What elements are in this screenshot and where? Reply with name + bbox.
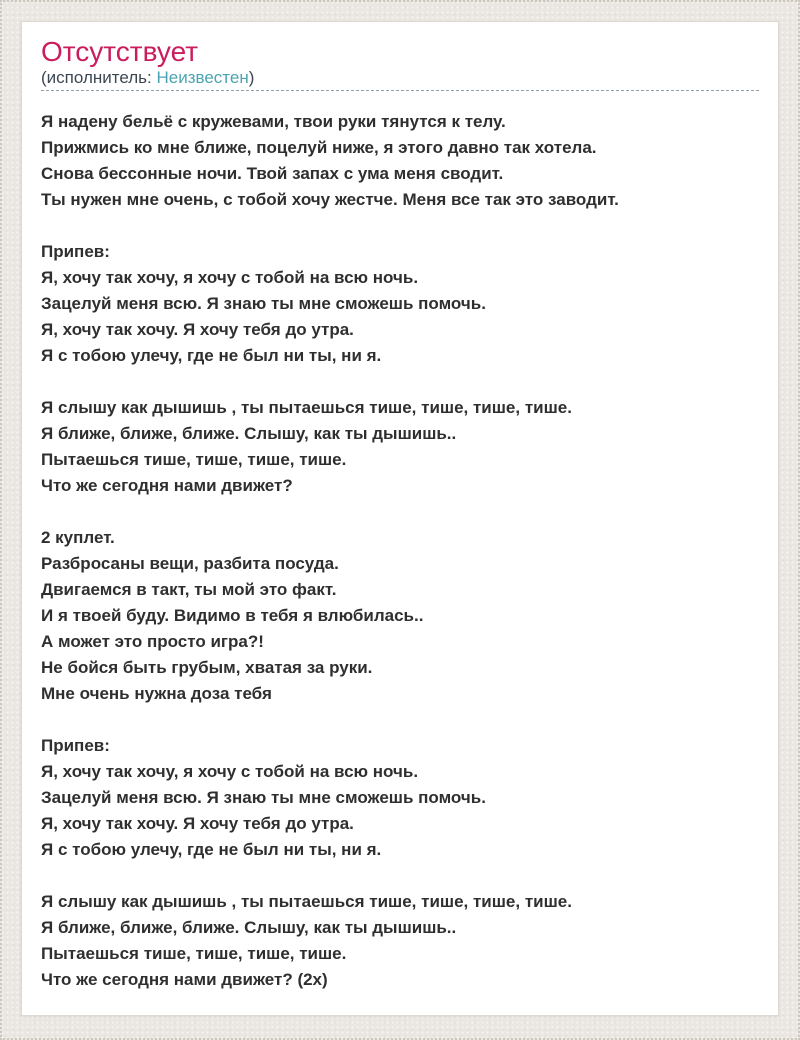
artist-link[interactable]: Неизвестен xyxy=(156,68,249,87)
stanza-bridge-1 xyxy=(41,395,759,499)
stanza-verse-1 xyxy=(41,109,759,213)
lyric-line: Мне очень нужна доза тебя xyxy=(41,684,272,703)
lyric-line: Пытаешься тише, тише, тише, тише. xyxy=(41,944,347,963)
lyric-line: Я ближе, ближе, ближе. Слышу, как ты дышишь.. xyxy=(41,918,457,937)
lyric-line: Я слышу как дышишь , ты пытаешься тише, тише, тише, тише. xyxy=(41,398,572,417)
lyric-line: Что же сегодня нами движет? (2x) xyxy=(41,970,328,989)
stanza-verse-2 xyxy=(41,525,759,707)
lyric-line: Я с тобою улечу, где не был ни ты, ни я. xyxy=(41,840,382,859)
lyric-line: Снова бессонные ночи. Твой запах с ума меня сводит. xyxy=(41,164,504,183)
lyric-line: А может это просто игра?! xyxy=(41,632,264,651)
lyric-line: Прижмись ко мне ближе, поцелуй ниже, я этого давно так хотела. xyxy=(41,138,597,157)
stanza-chorus-1 xyxy=(41,239,759,369)
lyric-line: Я слышу как дышишь , ты пытаешься тише, тише, тише, тише. xyxy=(41,892,572,911)
lyric-line: Зацелуй меня всю. Я знаю ты мне сможешь помочь. xyxy=(41,294,486,313)
artist-line xyxy=(41,67,759,88)
lyric-line: Припев: xyxy=(41,736,110,755)
lyric-line: Я с тобою улечу, где не был ни ты, ни я. xyxy=(41,346,382,365)
lyric-line: Разбросаны вещи, разбита посуда. xyxy=(41,554,339,573)
page-title: Отсутствует xyxy=(41,36,199,67)
lyric-line: Я, хочу так хочу. Я хочу тебя до утра. xyxy=(41,320,354,339)
lyric-line: Ты нужен мне очень, с тобой хочу жестче. Меня все так это заводит. xyxy=(41,190,619,209)
lyric-line: Я, хочу так хочу, я хочу с тобой на всю ночь. xyxy=(41,762,419,781)
lyric-line: Я, хочу так хочу. Я хочу тебя до утра. xyxy=(41,814,354,833)
stanza-chorus-2 xyxy=(41,733,759,863)
lyric-line: Зацелуй меня всю. Я знаю ты мне сможешь помочь. xyxy=(41,788,486,807)
lyric-line: Двигаемся в такт, ты мой это факт. xyxy=(41,580,337,599)
artist-label-prefix: (исполнитель: xyxy=(41,68,157,87)
lyric-line: Я надену бельё с кружевами, твои руки тянутся к телу. xyxy=(41,112,506,131)
lyrics-text xyxy=(41,109,759,993)
lyric-line: И я твоей буду. Видимо в тебя я влюбилась.. xyxy=(41,606,424,625)
lyric-line: Что же сегодня нами движет? xyxy=(41,476,293,495)
song-header xyxy=(41,37,759,91)
artist-label-suffix: ) xyxy=(248,68,255,87)
lyric-line: Я ближе, ближе, ближе. Слышу, как ты дышишь.. xyxy=(41,424,457,443)
lyric-line: 2 куплет. xyxy=(41,528,115,547)
lyric-line: Не бойся быть грубым, хватая за руки. xyxy=(41,658,373,677)
lyric-line: Я, хочу так хочу, я хочу с тобой на всю ночь. xyxy=(41,268,419,287)
lyric-line: Пытаешься тише, тише, тише, тише. xyxy=(41,450,347,469)
stanza-bridge-2 xyxy=(41,889,759,993)
lyrics-card xyxy=(21,21,779,1016)
lyric-line: Припев: xyxy=(41,242,110,261)
